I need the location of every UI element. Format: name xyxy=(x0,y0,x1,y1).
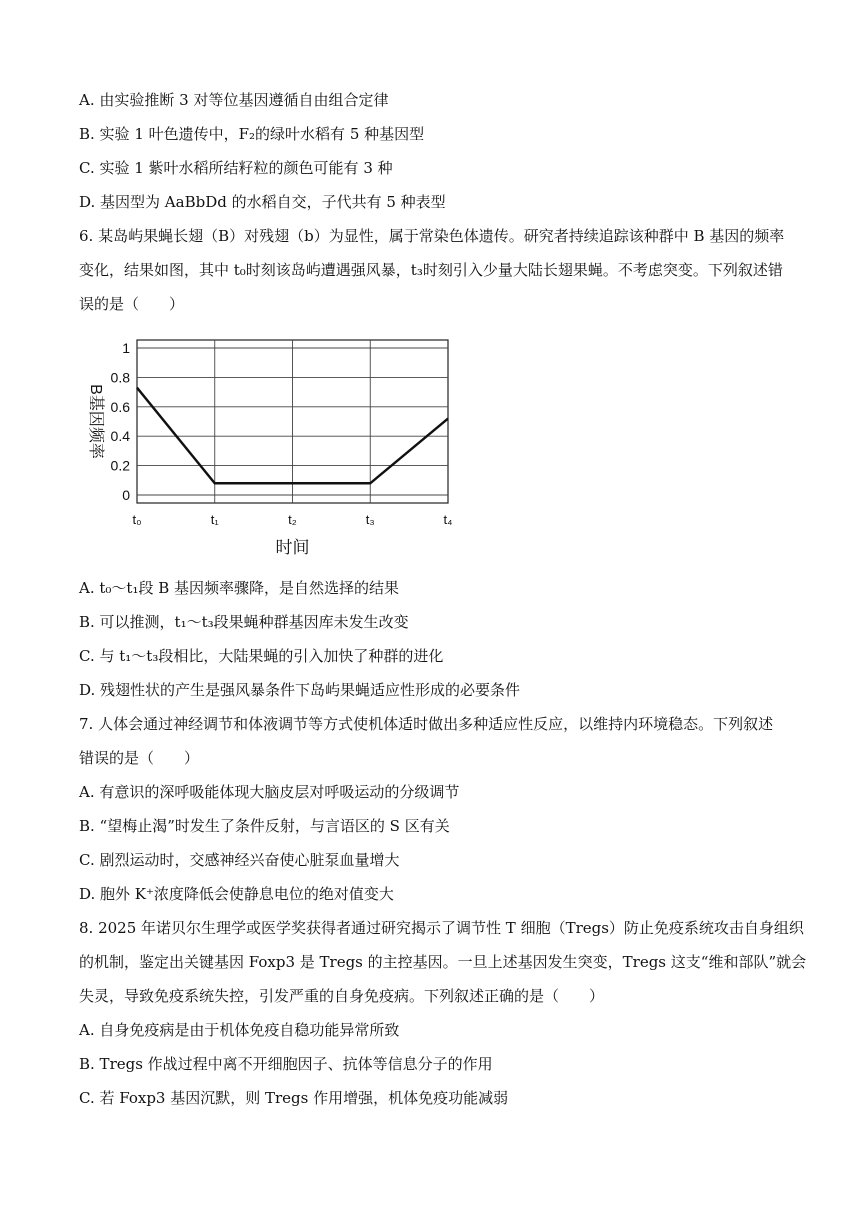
y-tick-label-0: 0 xyxy=(122,487,130,503)
text-line-q6c: C. 与 t₁～t₃段相比，大陆果蝇的引入加快了种群的进化 xyxy=(79,647,444,665)
text-line-q7-1: 7. 人体会通过神经调节和体液调节等方式使机体适时做出多种适应性反应，以维持内环境稳态。下列叙述 xyxy=(79,715,774,733)
y-tick-label-1: 0.2 xyxy=(110,457,130,474)
text-line-q8a: A. 自身免疫病是由于机体免疫自稳功能异常所致 xyxy=(79,1021,400,1039)
text-line-q6-3: 误的是（ ） xyxy=(79,295,185,313)
text-line-q7d: D. 胞外 K⁺浓度降低会使静息电位的绝对值变大 xyxy=(79,885,394,903)
text-line-q7c: C. 剧烈运动时，交感神经兴奋使心脏泵血量增大 xyxy=(79,851,400,869)
x-tick-label-4: t₄ xyxy=(443,512,453,527)
text-line-q5b: B. 实验 1 叶色遗传中，F₂的绿叶水稻有 5 种基因型 xyxy=(79,125,425,143)
text-line-q7a: A. 有意识的深呼吸能体现大脑皮层对呼吸运动的分级调节 xyxy=(79,783,460,801)
x-axis-label: 时间 xyxy=(275,538,310,557)
text-line-q6-1: 6. 某岛屿果蝇长翅（B）对残翅（b）为显性，属于常染色体遗传。研究者持续追踪该种群中 B 基因的频率 xyxy=(79,227,785,245)
y-tick-label-2: 0.4 xyxy=(110,428,130,445)
text-line-q6d: D. 残翅性状的产生是强风暴条件下岛屿果蝇适应性形成的必要条件 xyxy=(79,681,521,699)
y-tick-label-3: 0.6 xyxy=(110,398,130,415)
text-line-q6-2: 变化，结果如图，其中 t₀时刻该岛屿遭遇强风暴，t₃时刻引入少量大陆长翅果蝇。不考虑突变。下列叙述错 xyxy=(79,261,783,279)
text-line-q8-1: 8. 2025 年诺贝尔生理学或医学奖获得者通过研究揭示了调节性 T 细胞（Tregs）防止免疫系统攻击自身组织 xyxy=(79,919,804,937)
text-line-q5d: D. 基因型为 AaBbDd 的水稻自交，子代共有 5 种表型 xyxy=(79,193,446,211)
x-tick-label-3: t₃ xyxy=(365,512,375,527)
x-tick-label-0: t₀ xyxy=(132,512,142,527)
y-tick-label-4: 0.8 xyxy=(110,369,130,386)
text-line-q6a: A. t₀～t₁段 B 基因频率骤降，是自然选择的结果 xyxy=(79,579,400,597)
b-gene-frequency-chart xyxy=(80,330,480,560)
text-line-q7b: B. “望梅止渴”时发生了条件反射，与言语区的 S 区有关 xyxy=(79,817,450,835)
y-tick-label-5: 1 xyxy=(122,340,130,356)
text-line-q5a: A. 由实验推断 3 对等位基因遵循自由组合定律 xyxy=(79,91,389,109)
text-line-q6b: B. 可以推测，t₁～t₃段果蝇种群基因库未发生改变 xyxy=(79,613,409,631)
x-tick-label-1: t₁ xyxy=(210,512,219,527)
chart-svg xyxy=(80,330,480,560)
text-line-q5c: C. 实验 1 紫叶水稻所结籽粒的颜色可能有 3 种 xyxy=(79,159,393,177)
text-line-q7-2: 错误的是（ ） xyxy=(79,749,200,767)
text-line-q8c: C. 若 Foxp3 基因沉默，则 Tregs 作用增强，机体免疫功能减弱 xyxy=(79,1089,509,1107)
text-line-q8b: B. Tregs 作战过程中离不开细胞因子、抗体等信息分子的作用 xyxy=(79,1055,493,1073)
y-axis-label: B基因频率 xyxy=(87,384,104,459)
x-tick-label-2: t₂ xyxy=(288,512,297,527)
text-line-q8-2: 的机制，鉴定出关键基因 Foxp3 是 Tregs 的主控基因。一旦上述基因发生突变，Tregs 这支“维和部队”就会 xyxy=(79,953,807,971)
text-line-q8-3: 失灵，导致免疫系统失控，引发严重的自身免疫病。下列叙述正确的是（ ） xyxy=(79,987,605,1005)
